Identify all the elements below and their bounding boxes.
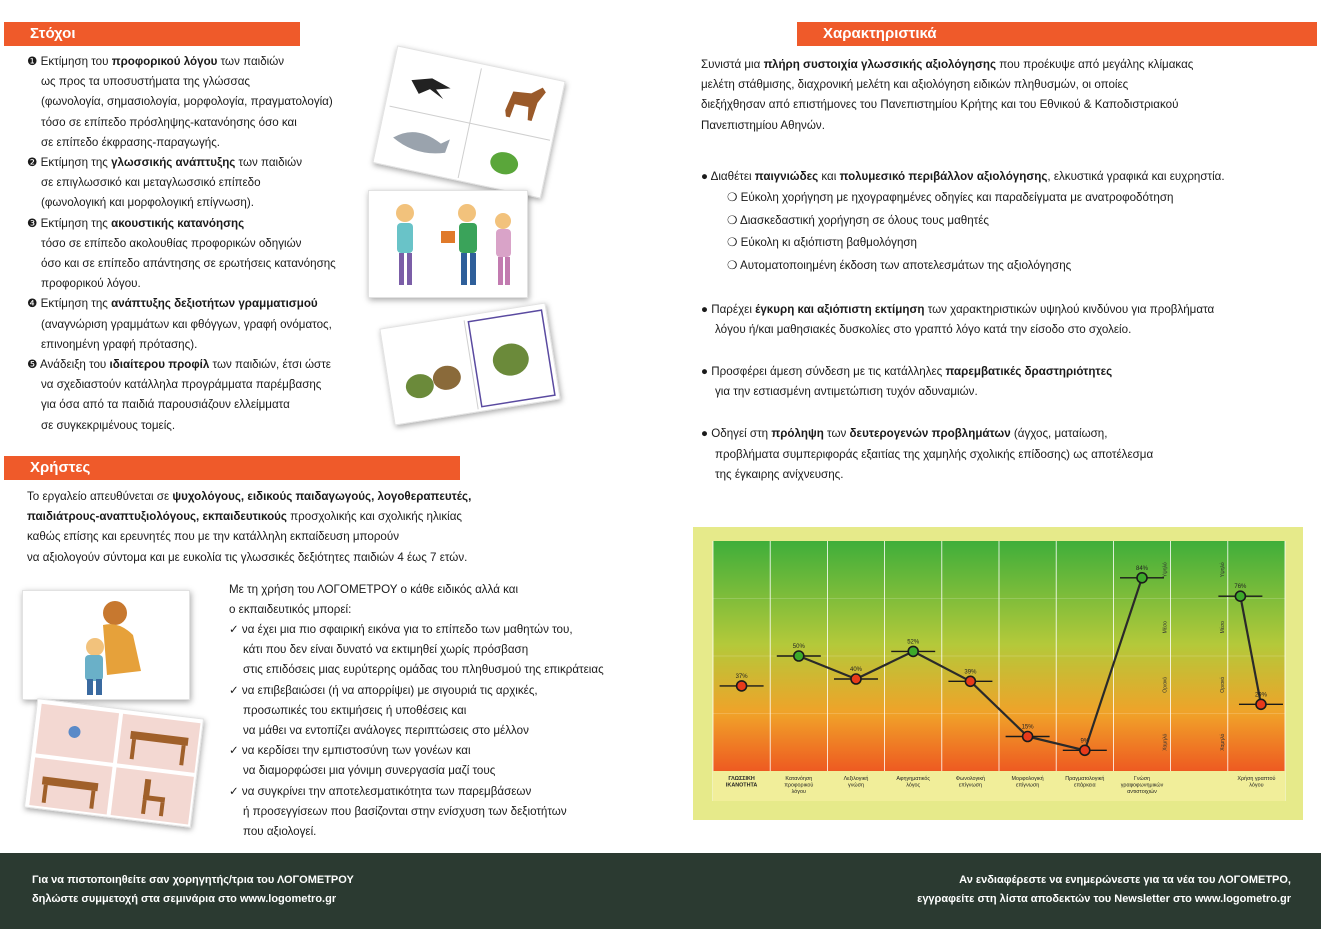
check-item-line <box>229 761 604 781</box>
text: ❍ Αυτοματοποιημένη έκδοση των αποτελεσμάτων της αξιολόγησης <box>727 258 1072 272</box>
bold-text: ιδιαίτερου προφίλ <box>109 358 210 372</box>
feature-bullet-line <box>701 320 1225 340</box>
goal-item-line <box>27 315 336 335</box>
text: κάτι που δεν είναι δυνατό να εκτιμηθεί χωρίς πρόσβαση <box>243 643 529 657</box>
text: Ανάδειξη του <box>39 358 110 372</box>
data-point <box>1023 732 1033 742</box>
text: ✓ να κερδίσει την εμπιστοσύνη των γονέων και <box>229 744 471 758</box>
users-intro-line <box>27 507 471 527</box>
text: διεξήχθησαν από επιστήμονες του Πανεπιστημίου Κρήτης και του Εθνικού & Καποδιστριακού <box>701 98 1179 112</box>
text: σε επίπεδο έκφρασης-παραγωγής. <box>41 135 221 149</box>
footer-left-line: δηλώστε συμμετοχή στα σεμινάρια στο www.logometro.gr <box>32 893 337 905</box>
text: των παιδιών, έτσι ώστε <box>209 358 331 372</box>
bold-text: παρεμβατικές δραστηριότητες <box>945 364 1113 378</box>
check-item-line <box>229 721 604 741</box>
goal-item-line <box>27 173 336 193</box>
text: τόσο σε επίπεδο ακολουθίας προφορικών οδηγιών <box>41 236 302 250</box>
features-intro-line <box>701 55 1193 75</box>
text: σε συγκεκριμένους τομείς. <box>41 418 176 432</box>
check-item-line <box>229 802 604 822</box>
category-label: Κατανόηση <box>785 776 813 782</box>
text: Το εργαλείο απευθύνεται σε <box>27 490 173 503</box>
check-item-line <box>229 640 604 660</box>
category-label: Λεξιλογική <box>843 776 869 782</box>
text: ❹ <box>27 297 41 311</box>
goal-item-line <box>27 335 336 355</box>
goal-item-line <box>27 133 336 153</box>
text: Παρέχει <box>711 302 756 316</box>
bold-text: έγκυρη και αξιόπιστη εκτίμηση <box>755 302 925 316</box>
users-lead-line <box>229 600 518 620</box>
category-label: ΙΚΑΝΟΤΗΤΑ <box>725 782 758 789</box>
data-point <box>1256 699 1266 709</box>
goals-list <box>27 52 336 436</box>
footer-left-line: Για να πιστοποιηθείτε σαν χορηγητής/τρια του ΛΟΓΟΜΕΤΡΟΥ <box>32 874 354 886</box>
text: ❶ <box>27 55 41 68</box>
text: (φωνολογία, σημασιολογία, μορφολογία, πραγματολογία) <box>41 95 333 109</box>
users-checklist <box>229 620 604 842</box>
bold-text: ψυχολόγους, ειδικούς παιδαγωγούς, λογοθεραπευτές, <box>172 490 472 503</box>
text: (φωνολογική και μορφολογική επίγνωση). <box>41 196 254 210</box>
users-intro-line <box>27 487 471 507</box>
users-intro <box>27 487 471 568</box>
text: Πανεπιστημίου Αθηνών. <box>701 118 825 132</box>
text: και <box>818 170 840 183</box>
text: ✓ να έχει μια πιο σφαιρική εικόνα για το επίπεδο των μαθητών του, <box>229 623 573 636</box>
check-item <box>229 681 604 701</box>
profile-chart <box>693 527 1303 820</box>
feature-bullet <box>701 167 1225 187</box>
feature-bullet-line <box>701 465 1225 485</box>
text: Εκτίμηση της <box>40 156 112 170</box>
level-label: Οριακό <box>1162 676 1169 693</box>
text: να αξιολογούν σύντομα και με ευκολία τις γλωσσικές δεξιότητες παιδιών 4 έως 7 ετών. <box>27 550 468 564</box>
level-label: Οριακό <box>1219 676 1226 693</box>
goal-item <box>27 214 336 234</box>
text: Συνιστά μια <box>701 58 764 71</box>
data-label: 39% <box>964 669 977 676</box>
data-point <box>965 676 975 686</box>
goal-item-line <box>27 234 336 254</box>
goal-item-line <box>27 193 336 213</box>
category-label: αντιστοιχιών <box>1127 789 1157 795</box>
spacer <box>701 402 1225 424</box>
text: ως προς τα υποσυστήματα της γλώσσας <box>41 75 250 89</box>
users-heading: Χρήστες <box>4 456 460 480</box>
text: ❍ Εύκολη κι αξιόπιστη βαθμολόγηση <box>727 236 918 250</box>
text: καθώς επίσης και ερευνητές που με την κατάλληλη εκπαίδευση μπορούν <box>27 530 400 544</box>
text: να σχεδιαστούν κατάλληλα προγράμματα παρέμβασης <box>41 378 322 392</box>
bold-text: παιδιάτρους-αναπτυξιολόγους, εκπαιδευτικούς <box>27 510 287 524</box>
users-intro-line <box>27 548 471 568</box>
category-label: λόγου <box>1249 782 1264 789</box>
text: να μάθει να εντοπίζει ανάλογες περιπτώσεις στο μέλλον <box>243 724 529 738</box>
feature-subitem <box>701 187 1225 210</box>
data-label: 50% <box>792 644 805 650</box>
bold-text: ανάπτυξης δεξιοτήτων γραμματισμού <box>111 297 318 311</box>
text: στις επιδόσεις μιας ευρύτερης ομάδας του πληθυσμού της επικράτειας <box>243 663 604 677</box>
text: ❍ Διασκεδαστική χορήγηση σε όλους τους μαθητές <box>727 213 990 227</box>
data-point <box>794 651 804 661</box>
text: που αξιολογεί. <box>243 825 317 839</box>
level-label: Υψηλό <box>1162 562 1169 578</box>
goal-item-line <box>27 416 336 436</box>
feature-bullet <box>701 362 1225 382</box>
text: τόσο σε επίπεδο πρόσληψης-κατανόησης όσο και <box>41 115 297 129</box>
bird-icon <box>409 74 452 100</box>
spacer <box>701 278 1225 300</box>
feature-subitem <box>701 210 1225 233</box>
bold-text: δευτερογενών προβλημάτων <box>849 427 1011 441</box>
frog-icon <box>488 150 520 177</box>
features-intro-line <box>701 95 1193 115</box>
data-point <box>1080 745 1090 755</box>
text: Εκτίμηση του <box>40 55 112 68</box>
goal-item <box>27 355 336 375</box>
category-label: επάρκεια <box>1073 782 1096 789</box>
category-label: Φωνολογική <box>955 776 986 782</box>
animal-cards-image <box>372 45 565 198</box>
text: σε επιγλωσσικό και μεταγλωσσικό επίπεδο <box>41 176 261 190</box>
text: των <box>823 427 850 441</box>
text: ● <box>701 364 712 378</box>
footer-right-line: Αν ενδιαφέρεστε να ενημερώνεστε για τα νέα του ΛΟΓΟΜΕΤΡΟ, <box>959 874 1291 886</box>
text: που προέκυψε από μεγάλης κλίμακας <box>996 58 1194 71</box>
features-intro <box>701 55 1193 136</box>
goal-item <box>27 52 336 72</box>
data-point <box>1235 591 1245 601</box>
data-label: 76% <box>1234 584 1247 591</box>
features-heading: Χαρακτηριστικά <box>797 22 1317 46</box>
goal-item-line <box>27 113 336 133</box>
gift-icon <box>441 231 455 243</box>
text: ✓ να επιβεβαιώσει (ή να απορρίψει) με σιγουριά τις αρχικές, <box>229 683 538 697</box>
feature-subitem <box>701 255 1225 278</box>
bold-text: πρόληψη <box>771 427 824 441</box>
category-label: Γνώση <box>1133 776 1151 782</box>
text: Εκτίμηση της <box>40 297 112 311</box>
category-label: λόγου <box>791 789 806 795</box>
text: Προσφέρει άμεση σύνδεση με τις κατάλληλες <box>711 364 946 378</box>
goal-item-line <box>27 92 336 112</box>
data-point <box>737 681 747 691</box>
bold-text: προφορικού λόγου <box>111 55 218 68</box>
text: ❸ <box>27 216 41 230</box>
data-point <box>908 646 918 656</box>
feature-subitem <box>701 232 1225 255</box>
category-label: Χρήση γραπτού <box>1237 776 1276 782</box>
text: Οδηγεί στη <box>711 427 772 441</box>
category-label: λόγος <box>906 782 921 789</box>
turtle-cards-image <box>379 302 560 425</box>
level-label: Υψηλό <box>1219 562 1226 578</box>
goals-heading: Στόχοι <box>4 22 300 46</box>
category-label: γνώση <box>848 782 864 789</box>
check-item <box>229 620 604 640</box>
category-label: Πραγματολογική <box>1065 776 1105 782</box>
text: ή προσεγγίσεων που βασίζονται στην ενίσχυση των δεξιοτήτων <box>243 804 567 818</box>
level-label: Μέσο <box>1219 621 1226 634</box>
features-intro-line <box>701 116 1193 136</box>
check-item <box>229 741 604 761</box>
bold-text: παιγνιώδες <box>754 170 819 183</box>
text: Με τη χρήση του ΛΟΓΟΜΕΤΡΟΥ ο κάθε ειδικός αλλά και <box>229 583 519 596</box>
text: (αναγνώριση γραμμάτων και φθόγγων, γραφή ονόματος, <box>41 317 332 331</box>
text: ✓ να συγκρίνει την αποτελεσματικότητα των παρεμβάσεων <box>229 784 532 798</box>
spacer <box>701 340 1225 362</box>
data-label: 29% <box>1254 692 1267 699</box>
text: των παιδιών <box>235 156 303 170</box>
text: των χαρακτηριστικών υψηλού κινδύνου για προβλήματα <box>924 302 1215 316</box>
data-point <box>1137 573 1147 583</box>
text: προφορικού λόγου. <box>41 277 141 291</box>
children-gift-image <box>368 190 528 298</box>
text: μελέτη στάθμισης, διαχρονική μελέτη και αξιολόγηση ειδικών πληθυσμών, οι οποίες <box>701 78 1129 92</box>
category-label: Μορφολογική <box>1011 776 1044 782</box>
category-label: επίγνωση <box>1015 782 1040 789</box>
check-item-line <box>229 822 604 842</box>
feature-bullet <box>701 424 1225 444</box>
text: όσο και σε επίπεδο απάντησης σε ερωτήσεις κατανόησης <box>41 257 336 271</box>
text: για όσα από τα παιδιά παρουσιάζουν ελλείμματα <box>41 398 290 412</box>
text: , ελκυστικά γραφικά και ευχρηστία. <box>1047 170 1225 183</box>
category-label: Αφηγηματικός <box>896 776 930 782</box>
text: ❺ <box>27 358 40 372</box>
goal-item <box>27 294 336 314</box>
data-label: 9% <box>1080 738 1090 745</box>
check-item-line <box>229 660 604 680</box>
text: (άγχος, ματαίωση, <box>1010 427 1108 441</box>
goal-item-line <box>27 375 336 395</box>
text: ● <box>701 427 712 441</box>
text: ❷ <box>27 156 41 170</box>
goal-item-line <box>27 274 336 294</box>
check-item <box>229 782 604 802</box>
users-lead <box>229 580 518 620</box>
mother-child-image <box>22 590 190 700</box>
data-label: 15% <box>1021 724 1034 731</box>
data-label: 52% <box>907 639 920 646</box>
data-label: 84% <box>1135 565 1149 572</box>
text: της έγκαιρης ανίχνευσης. <box>715 467 844 481</box>
feature-bullet-line <box>701 445 1225 465</box>
data-point <box>851 674 861 684</box>
check-item-line <box>229 701 604 721</box>
text: Διαθέτει <box>710 170 755 183</box>
turtle-icon <box>404 372 435 400</box>
bold-text: πολυμεσικό περιβάλλον αξιολόγησης <box>839 170 1048 183</box>
text: των παιδιών <box>217 55 285 68</box>
users-lead-line <box>229 580 518 600</box>
goal-item-line <box>27 254 336 274</box>
text: προβλήματα συμπεριφοράς εξαιτίας της χαμηλής σχολικής επίδοσης) ως αποτέλεσμα <box>715 447 1154 461</box>
data-label: 40% <box>849 667 863 673</box>
goal-item <box>27 153 336 173</box>
category-label: προφορικού <box>784 782 814 789</box>
text: να διαμορφώσει μια γόνιμη συνεργασία μαζί τους <box>243 764 496 778</box>
text: προσχολικής και σχολικής ηλικίας <box>286 510 463 524</box>
text: Εκτίμηση της <box>40 216 112 230</box>
text: λόγου ή/και μαθησιακές δυσκολίες στο γραπτό λόγο κατά την είσοδο στο σχολείο. <box>715 322 1132 336</box>
footer <box>0 853 1321 929</box>
bold-text: γλωσσικής ανάπτυξης <box>111 156 236 170</box>
category-label: επίγνωση <box>958 782 983 789</box>
bold-text: πλήρη συστοιχία γλωσσικής αξιολόγησης <box>763 58 997 71</box>
category-label: γραφοφωνημικών <box>1120 782 1164 789</box>
footer-certification <box>32 871 354 909</box>
shark-icon <box>391 128 450 158</box>
level-label: Μέσο <box>1162 621 1169 634</box>
level-label: Χαμηλό <box>1162 733 1169 751</box>
text: ❍ Εύκολη χορήγηση με ηχογραφημένες οδηγίες και παραδείγματα με ανατροφοδότηση <box>727 191 1174 205</box>
furniture-cards-image <box>24 698 204 828</box>
bold-text: ακουστικής κατανόησης <box>111 216 245 230</box>
footer-right-line: εγγραφείτε στη λίστα αποδεκτών του Newsletter στο www.logometro.gr <box>917 893 1291 905</box>
text: ο εκπαιδευτικός μπορεί: <box>229 603 352 617</box>
text: ● <box>701 302 712 316</box>
users-intro-line <box>27 527 471 547</box>
text: προσωπικές του εκτιμήσεις ή υποθέσεις και <box>243 703 467 717</box>
category-label: ΓΛΩΣΣΙΚΗ <box>728 776 755 782</box>
goal-item-line <box>27 395 336 415</box>
feature-bullet <box>701 300 1225 320</box>
level-label: Χαμηλό <box>1219 733 1226 751</box>
text: ● <box>701 170 711 183</box>
footer-newsletter <box>917 871 1291 909</box>
features-bullets <box>701 167 1225 485</box>
goal-item-line <box>27 72 336 92</box>
profile-chart-svg <box>693 527 1303 820</box>
features-intro-line <box>701 75 1193 95</box>
text: επινοημένη γραφή πρότασης). <box>41 337 198 351</box>
text: για την εστιασμένη αντιμετώπιση τυχόν αδυναμιών. <box>715 385 978 399</box>
data-label: 37% <box>735 673 748 680</box>
feature-bullet-line <box>701 382 1225 402</box>
horse-icon <box>504 81 547 124</box>
